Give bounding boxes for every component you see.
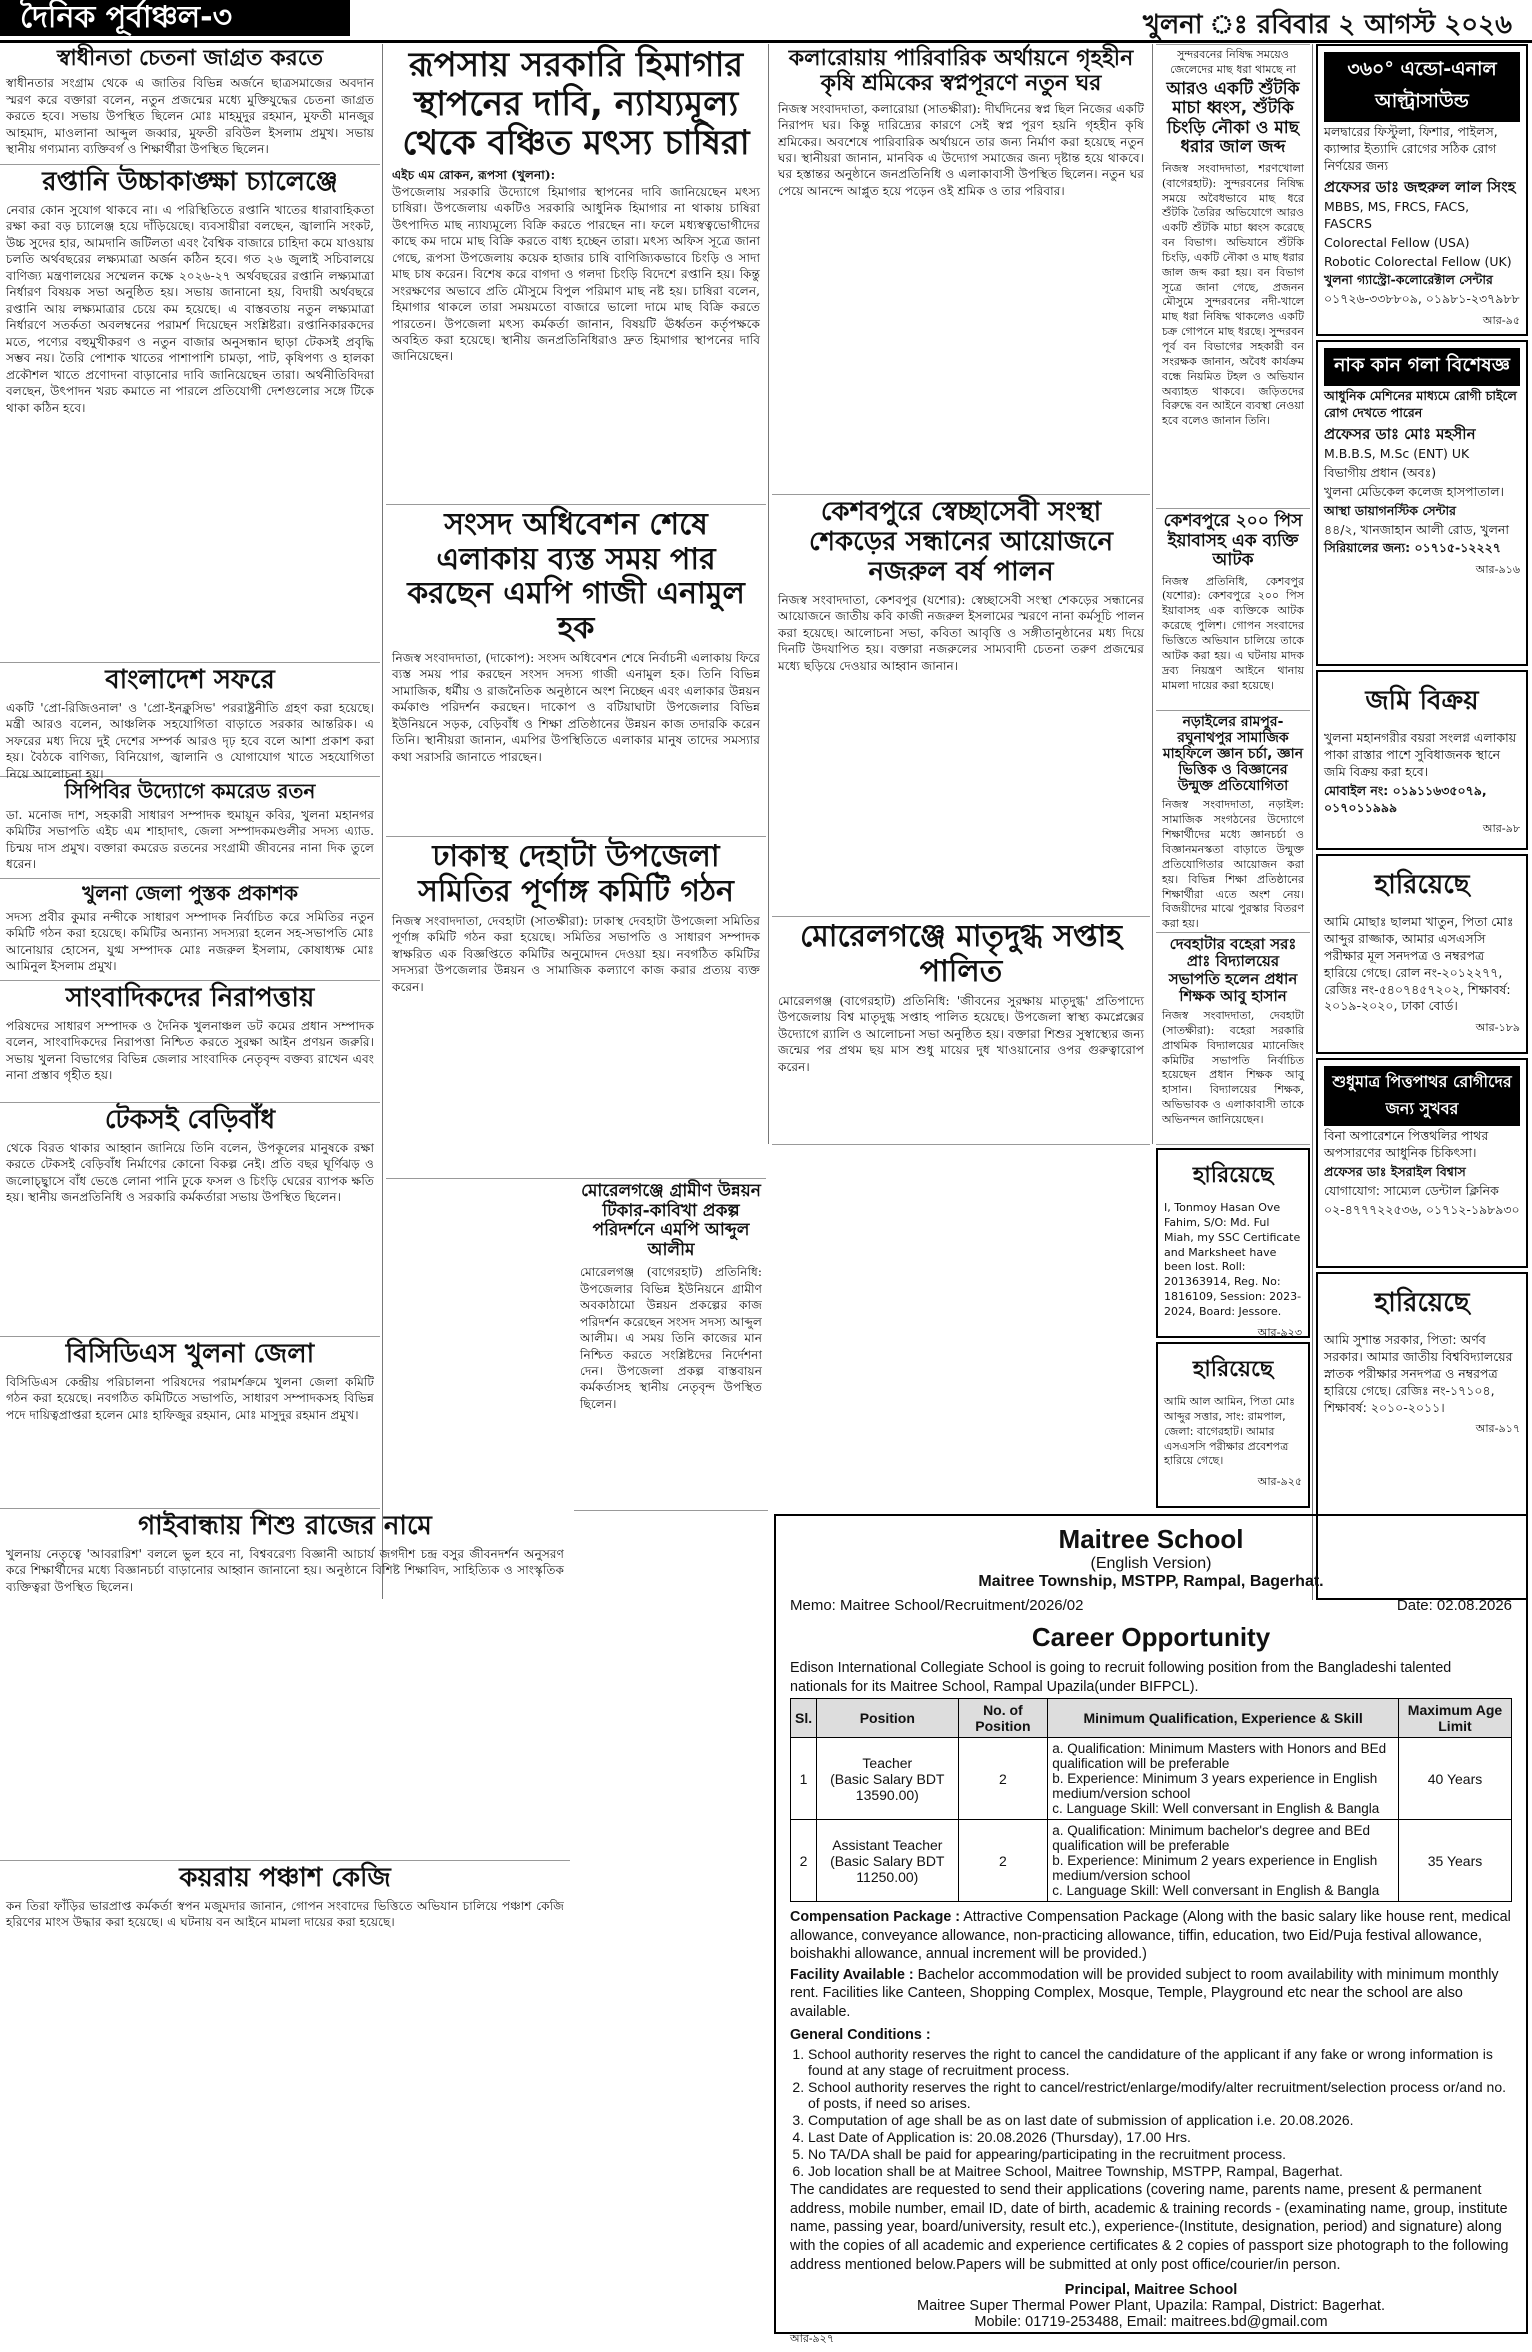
ad-line: I, Tonmoy Hasan Ove Fahim, S/O: Md. Ful Miah, my SSC Certificate and Marksheet have been lost. Roll: 201363914, Reg. No: 1816109, Session: 2023-2024, Board: Jessore. (1164, 1201, 1302, 1318)
article-body: স্বাধীনতার সংগ্রাম থেকে এ জাতির বিভিন্ন অর্জনে ছাত্রসমাজের অবদান স্মরণ করে বক্তারা বলেন, নতুন প্রজন্মের মধ্যে মুক্তিযুদ্ধের চেতনা জাগ্রত করতে হবে। সভায় উপস্থিত ছিলেন মোঃ মাহমুদুর রহমান, মুফতী মানজুর আহমাদ, মাওলানা আব্দুল জব্বার, মুফতী রবিউল ইসলাম প্রমুখ। সভায় স্থানীয় গণ্যমান্য ব্যক্তিবর্গ ও শিক্ষার্থীরা উপস্থিত ছিলেন। (6, 76, 374, 157)
signature-address: Maitree Super Thermal Power Plant, Upazila: Rampal, District: Bagerhat. (917, 2298, 1385, 2315)
article-cpb (0, 778, 380, 879)
column-divider (768, 44, 769, 1144)
ad-ref: আর-৯২৫ (1257, 1475, 1302, 1489)
cell-position (817, 1738, 958, 1820)
table-row (791, 1820, 1512, 1902)
memo-number: Memo: Maitree School/Recruitment/2026/02 (790, 1597, 1084, 1614)
positions-table (790, 1698, 1512, 1902)
ad-line: যোগাযোগ: সাম্যেল ডেন্টাল ক্লিনিক (1324, 1182, 1499, 1198)
qualification-line: a. Qualification: Minimum Masters with Honors and BEd qualification will be preferable (1052, 1741, 1387, 1772)
article-headline: রূপসায় সরকারি হিমাগার স্থাপনের দাবি, ন্যায্যমূল্য থেকে বঞ্চিত মৎস্য চাষিরা (402, 45, 750, 164)
ad-line: বিনা অপারেশনে পিত্তথলির পাথর অপসারণের আধুনিক চিকিৎসা। (1324, 1128, 1489, 1160)
article-headline: বিসিডিএস খুলনা জেলা (65, 1339, 315, 1369)
table-header: Minimum Qualification, Experience & Skill (1048, 1699, 1399, 1738)
ad-line: ০২-৪৭৭৭২২৫৩৬, ০১৭১২-১৯৮৯৩০ (1324, 1201, 1520, 1217)
article-keshabpur-yaba (1156, 510, 1310, 711)
ad-line: প্রফেসর ডাঃ মোঃ মহসীন (1324, 424, 1476, 443)
article-embankment (0, 1104, 380, 1337)
ad-line: Robotic Colorectal Fellow (UK) (1324, 253, 1512, 269)
article-visit (0, 664, 380, 781)
article-keshabpur-nazrul (772, 496, 1150, 917)
ad-line: বিভাগীয় প্রধান (অবঃ) (1324, 464, 1437, 480)
compensation-text: Attractive Compensation Package (Along with the basic salary like house rent, medical allowance, conveyance allowance, non-practicing allowance, tiffin, education, two Eid/Puja festival allowance, boishakhi allowance, annual increment will be provided.) (790, 1909, 1511, 1963)
condition-item: 6. Job location shall be at Maitree School, Maitree Township, MSTPP, Rampal, Bagerhat. (808, 2163, 1512, 2179)
career-heading: Career Opportunity (1031, 1622, 1271, 1652)
position-name: Assistant Teacher (832, 1836, 943, 1853)
article-body: নিজস্ব প্রতিনিধি, কেশবপুর (যশোর): কেশবপুরে ২০০ পিস ইয়াবাসহ এক ব্যক্তিকে আটক করেছে পুলিশ। গোপন সংবাদের ভিত্তিতে অভিযান চালিয়ে তাকে আটক করা হয়। এ ঘটনায় মাদক দ্রব্য নিয়ন্ত্রণ আইনে থানায় মামলা দায়ের করা হয়েছে। (1162, 574, 1304, 692)
table-header: Sl. (791, 1699, 817, 1738)
position-salary: (Basic Salary BDT 13590.00) (830, 1770, 945, 1803)
article-headline: সাংবাদিকদের নিরাপত্তায় (65, 983, 315, 1013)
article-headline: দেবহাটার বহেরা সরঃ প্রাঃ বিদ্যালয়ের সভাপতি হলেন প্রধান শিক্ষক আবু হাসান (1168, 935, 1298, 1005)
condition-item: 1. School authority reserves the right to cancel the candidature of the applicant if any fake or wrong information is found at any stage of recruitment process. (808, 2046, 1512, 2078)
article-body: মোরেলগঞ্জ (বাগেরহাট) প্রতিনিধি: উপজেলার বিভিন্ন ইউনিয়নে গ্রামীণ অবকাঠামো উন্নয়ন প্রকল্পের কাজ পরিদর্শন করেছেন সংসদ সদস্য আব্দুল আলীম। এ সময় তিনি কাজের মান নিশ্চিত করতে সংশ্লিষ্টদের নির্দেশনা দেন। উপজেলা প্রকল্প বাস্তবায়ন কর্মকর্তাসহ স্থানীয় নেতৃবৃন্দ উপস্থিত ছিলেন। (580, 1265, 762, 1411)
table-header: Maximum Age Limit (1398, 1699, 1511, 1738)
ad-line: খুলনা মেডিকেল কলেজ হাসপাতাল। (1324, 483, 1505, 499)
cell-sl: 1 (791, 1738, 817, 1820)
ad-line: ০১৭২৬-৩৩৮৮০৯, ০১৯৮১-২৩৭৯৮৮ (1324, 291, 1520, 307)
article-breastfeeding (772, 918, 1150, 1145)
article-headline: নড়াইলের রামপুর-রঘুনাথপুর সামাজিক মাহফিলে জ্ঞান চর্চা, জ্ঞান ভিত্তিক ও বিজ্ঞানের উন্মুক্ত প্রতিযোগিতা (1162, 714, 1304, 795)
article-export (0, 166, 380, 663)
cell-qualification (1048, 1738, 1399, 1820)
condition-item: 5. No TA/DA shall be paid for appearing/participating in the recruitment process. (808, 2146, 1512, 2162)
table-header: No. of Position (958, 1699, 1048, 1738)
article-kicker: সুন্দরবনের নিষিদ্ধ সময়েও জেলেদের মাছ ধরা থামছে না (1170, 48, 1296, 76)
article-body: বিসিডিএস কেন্দ্রীয় পরিচালনা পরিষদের পরামর্শক্রমে খুলনা জেলা কমিটি গঠন করা হয়েছে। নবগঠিত কমিটিতে সভাপতি, সাধারণ সম্পাদকসহ বিভিন্ন পদে দায়িত্বপ্রাপ্তরা হলেন মোঃ হাফিজুর রহমান, মোঃ মাসুদুর রহমান প্রমুখ। (6, 1374, 374, 1422)
qualification-line: c. Language Skill: Well conversant in English & Bangla (1052, 1801, 1380, 1817)
ad-line: খুলনা মহানগরীর বয়রা সংলগ্ন এলাকায় পাকা রাস্তার পাশে সুবিধাজনক স্থানে জমি বিক্রয় করা হবে। (1324, 730, 1517, 779)
article-body: খুলনায় নেতৃত্বে 'আবরারিশ' বললে ভুল হবে না, বিশ্ববরেণ্য বিজ্ঞানী আচার্য জগদীশ চন্দ্র বসুর জীবনদর্শন অনুসরণ করে শিক্ষার্থীদের মধ্যে বিজ্ঞানচর্চা বাড়ানোর আহ্বান জানানো হয়। অনুষ্ঠানে বিশিষ্ট শিক্ষাবিদ, সাহিত্যিক ও সাংস্কৃতিক ব্যক্তিত্বরা উপস্থিত ছিলেন। (6, 1546, 564, 1594)
article-body: নিজস্ব সংবাদদাতা, (দাকোপ): সংসদ অধিবেশন শেষে নির্বাচনী এলাকায় ফিরে ব্যস্ত সময় পার করছেন সংসদ সদস্য গাজী এনামুল হক। তিনি বিভিন্ন সামাজিক, ধর্মীয় ও রাজনৈতিক অনুষ্ঠানে অংশ নিচ্ছেন এবং এলাকার উন্নয়ন কর্মকাণ্ড পরিদর্শন করছেন। দাকোপ ও বটিয়াঘাটা উপজেলার বিভিন্ন ইউনিয়নে সড়ক, বেড়িবাঁধ ও শিক্ষা প্রতিষ্ঠানের উন্নয়ন কাজ তদারকি করেন তিনি। স্থানীয়রা জানান, এমপির উপস্থিতিতে এলাকার মানুষ তাদের সমস্যার কথা সরাসরি জানাতে পারছেন। (392, 651, 760, 764)
ad-line: M.B.B.S, M.Sc (ENT) UK (1324, 446, 1470, 461)
position-salary: (Basic Salary BDT 11250.00) (830, 1852, 945, 1885)
ad-line: খুলনা গ্যাস্ট্রো-কলোরেক্টাল সেন্টার (1324, 272, 1493, 288)
ad-ent (1316, 340, 1528, 666)
memo-date: Date: 02.08.2026 (1396, 1597, 1512, 1614)
cell-count: 2 (958, 1820, 1048, 1902)
article-byline: এইচ এম রোকন, রূপসা (খুলনা): (392, 168, 556, 183)
qualification-line: c. Language Skill: Well conversant in English & Bangla (1052, 1883, 1380, 1899)
ad-title: জমি বিক্রয় (1365, 686, 1479, 716)
article-body: নিজস্ব সংবাদদাতা, দেবহাটা (সাতক্ষীরা): ঢাকাস্থ দেবহাটা উপজেলা সমিতির পূর্ণাঙ্গ কমিটি গঠন করা হয়েছে। সমিতির সভাপতি ও সাধারণ সম্পাদক স্বাক্ষরিত এক বিজ্ঞপ্তিতে কমিটির অনুমোদন দেওয়া হয়। নবগঠিত কমিটির সদস্যরা উপজেলার উন্নয়ন ও সামাজিক কল্যাণে কাজ করার প্রত্যয় ব্যক্ত করেন। (392, 914, 760, 994)
ad-line: Colorectal Fellow (USA) (1324, 234, 1470, 250)
signature-title: Principal, Maitree School (1064, 2282, 1238, 2299)
ad-ultrasound (1316, 44, 1528, 336)
qualification-line: b. Experience: Minimum 3 years experience in English medium/version school (1052, 1771, 1378, 1802)
article-headline: আরও একটি শুঁটকি মাচা ধ্বংস, শুঁটকি চিংড়ি নৌকা ও মাছ ধরার জাল জব্দ (1166, 78, 1300, 158)
article-headline: কলারোয়ায় পারিবারিক অর্থায়নে গৃহহীন কৃষি শ্রমিকের স্বপ্নপূরণে নতুন ঘর (788, 46, 1134, 97)
cell-qualification (1048, 1820, 1399, 1902)
ad-title: শুধুমাত্র পিত্তপাথর রোগীদের জন্য সুখবর (1324, 1066, 1520, 1126)
ad-line: আমি সুশান্ত সরকার, পিতা: অর্ণব সরকার। আমার জাতীয় বিশ্ববিদ্যালয়ের স্নাতক পরীক্ষার সনদপত্র ও নম্বরপত্র হারিয়ে গেছে। রেজিঃ নং-১৭১০৪, শিক্ষাবর্ষ: ২০১০-২০১১। (1324, 1332, 1513, 1415)
article-body: ডা. মনোজ দাশ, সহকারী সাধারণ সম্পাদক হুমায়ূন কবির, খুলনা মহানগর কমিটির সভাপতি এইচ এম শাহাদাৎ, জেলা সম্পাদকমণ্ডলীর সদস্য এ্যাড. চিন্ময় দাস প্রমুখ। বক্তারা কমরেড রতনের সংগ্রামী জীবনের নানা দিক তুলে ধরেন। (6, 808, 374, 872)
condition-item: 3. Computation of age shall be as on last date of submission of application i.e. 20.08.2026. (808, 2112, 1512, 2128)
article-body: নিজস্ব সংবাদদাতা, কলারোয়া (সাতক্ষীরা): দীর্ঘদিনের স্বপ্ন ছিল নিজের একটি নিরাপদ ঘর। কিন্তু দারিদ্র্যের কারণে সেই স্বপ্ন পূরণ হয়নি গৃহহীন কৃষি শ্রমিকের। অবশেষে পারিবারিক অর্থায়নে তার জন্য নির্মাণ করা হয়েছে নতুন ঘর। স্থানীয়রা জানান, মানবিক এ উদ্যোগ সমাজের জন্য দৃষ্টান্ত হয়ে থাকবে। ঘর হস্তান্তর অনুষ্ঠানে জনপ্রতিনিধি ও এলাকাবাসী উপস্থিত ছিলেন। নতুন ঘর পেয়ে আনন্দে আপ্লুত হয়ে পড়েন ওই শ্রমিক ও তার পরিবার। (778, 101, 1144, 198)
ad-lost-1 (1316, 854, 1528, 1054)
position-name: Teacher (862, 1754, 913, 1771)
ad-ref: আর-৯২৩ (1257, 1325, 1302, 1339)
table-header: Position (817, 1699, 958, 1738)
ad-ref: আর-১৮৯ (1475, 1021, 1520, 1035)
column-divider (1312, 44, 1313, 1600)
column-divider (382, 44, 383, 1599)
ad-title: হারিয়েছে (1374, 870, 1470, 900)
cell-age: 40 Years (1398, 1738, 1511, 1820)
ad-title: নাক কান গলা বিশেষজ্ঞ (1324, 348, 1520, 386)
article-body: নিজস্ব সংবাদদাতা, নড়াইল: সামাজিক সংগঠনের উদ্যোগে শিক্ষার্থীদের মধ্যে জ্ঞানচর্চা ও বিজ্ঞানমনস্কতা বাড়াতে উন্মুক্ত প্রতিযোগিতার আয়োজন করা হয়। বিভিন্ন শিক্ষা প্রতিষ্ঠানের শিক্ষার্থীরা এতে অংশ নেয়। বিজয়ীদের মাঝে পুরস্কার বিতরণ করা হয়। (1162, 798, 1304, 931)
spacer (1156, 44, 1310, 45)
ad-ref: আর-৯২৭ (790, 2333, 834, 2346)
facility-label: Facility Available : (790, 1966, 914, 1983)
ad-ref: আর-৯১৬ (1475, 563, 1520, 577)
article-headline: ঢাকাস্থ দেহাটা উপজেলা সমিতির পূর্ণাঙ্গ কমিটি গঠন (418, 839, 734, 909)
column-divider (1152, 44, 1153, 1144)
article-headline: মোরেলগঞ্জে মাতৃদুগ্ধ সপ্তাহ পালিত (799, 919, 1123, 989)
ad-title: ৩৬০° এন্ডো-এনাল আল্ট্রাসাউন্ড (1324, 52, 1520, 122)
article-headline: স্বাধীনতা চেতনা জাগ্রত করতে (56, 46, 324, 71)
qualification-line: a. Qualification: Minimum bachelor's degree and BEd qualification will be preferable (1052, 1823, 1371, 1854)
signature-block (790, 2282, 1512, 2330)
intro-text: Edison International Collegiate School is going to recruit following position from the Bangladeshi talented nationals for its Maitree School, Rampal Upazila(under BIFPCL). (790, 1660, 1452, 1695)
ad-ref: আর-৯১৭ (1475, 1422, 1520, 1436)
article-morrelganj-project (574, 1180, 768, 1511)
ad-maitree-school (774, 1514, 1528, 2346)
article-headline: গাইবান্ধায় শিশু রাজের নামে (138, 1511, 432, 1541)
article-debhata-committee (386, 838, 766, 1179)
compensation-label: Compensation Package : (790, 1909, 961, 1926)
compensation (790, 1908, 1512, 1964)
date-line: খুলনা ঃ রবিবার ২ আগস্ট ২০২৬ (1142, 10, 1512, 40)
ad-ref: আর-৯৫ (1482, 314, 1520, 328)
article-publishers (0, 880, 380, 981)
table-header-row (791, 1699, 1512, 1738)
ad-title: হারিয়েছে (1192, 1163, 1274, 1188)
article-gaibandha (0, 1510, 570, 1861)
article-headline: মোরেলগঞ্জে গ্রামীণ উন্নয়ন টিকার-কাবিখা প্রকল্প পরিদর্শনে এমপি আব্দুল আলীম (581, 1181, 761, 1260)
article-mp-enamul (386, 506, 766, 837)
conditions-label: General Conditions : (790, 2026, 931, 2043)
article-body: উপজেলায় সরকারি উদ্যোগে হিমাগার স্থাপনের দাবি জানিয়েছেন মৎস্য চাষিরা। উপজেলায় একটিও সরকারি আধুনিক হিমাগার না থাকায় চাষিরা উৎপাদিত মাছ ন্যায্যমূল্যে বিক্রি করতে পারছেন না। ফলে মধ্যস্বত্বভোগীদের কাছে কম দামে মাছ বিক্রি করতে বাধ্য হচ্ছেন তারা। মৎস্য অফিস সূত্রে জানা গেছে, রূপসা উপজেলায় কয়েক হাজার চাষি বাণিজ্যিকভাবে চিংড়ি ও সাদা মাছ চাষ করেন। বিশেষ করে বাগদা ও গলদা চিংড়ি বিদেশে রপ্তানি হয়। কিন্তু সংরক্ষণের অভাবে প্রতি মৌসুমে বিপুল পরিমাণ মাছ নষ্ট হয়। চাষিরা বলেন, হিমাগার থাকলে তারা সময়মতো বাজারে ভালো দামে মাছ বিক্রি করতে পারতেন। উপজেলা মৎস্য কর্মকর্তা জানান, বিষয়টি ঊর্ধ্বতন কর্তৃপক্ষকে অবহিত করা হয়েছে। স্থানীয় জনপ্রতিনিধিরাও দ্রুত হিমাগার স্থাপনের দাবি জানিয়েছেন। (392, 184, 760, 364)
article-headline: কেশবপুরে স্বেচ্ছাসেবী সংস্থা শেকড়ের সন্ধানের আয়োজনে নজরুল বর্ষ পালন (809, 497, 1113, 587)
ad-ref: আর-৯৮ (1482, 822, 1520, 836)
cell-sl: 2 (791, 1820, 817, 1902)
ad-title: হারিয়েছে (1192, 1357, 1274, 1382)
ad-line: আস্থা ডায়াগনস্টিক সেন্টার (1324, 502, 1456, 518)
article-body: মোরেলগঞ্জ (বাগেরহাট) প্রতিনিধি: 'জীবনের সুরক্ষায় মাতৃদুগ্ধ' প্রতিপাদ্যে উপজেলায় বিশ্ব মাতৃদুগ্ধ সপ্তাহ পালিত হয়েছে। উপজেলা স্বাস্থ্য কমপ্লেক্সের উদ্যোগে র‌্যালি ও আলোচনা সভা অনুষ্ঠিত হয়। বক্তারা শিশুর সুস্বাস্থ্যের জন্য জন্মের পর প্রথম ছয় মাস শুধু মায়ের দুধ খাওয়ানোর ওপর গুরুত্বারোপ করেন। (778, 994, 1144, 1074)
cell-count: 2 (958, 1738, 1048, 1820)
condition-item: 2. School authority reserves the right to cancel/restrict/enlarge/modify/alter recruitment/selection process or/and no. of posts, if need so arises. (808, 2079, 1512, 2111)
article-body: নিজস্ব সংবাদদাতা, দেবহাটা (সাতক্ষীরা): বহেরা সরকারি প্রাথমিক বিদ্যালয়ের ম্যানেজিং কমিটির সভাপতি নির্বাচিত হয়েছেন প্রধান শিক্ষক আবু হাসান। বিদ্যালয়ের শিক্ষক, অভিভাবক ও এলাকাবাসী তাকে অভিনন্দন জানিয়েছেন। (1162, 1009, 1304, 1126)
conditions-list (808, 2046, 1512, 2179)
paper-section-label: দৈনিক পূর্বাঞ্চল-৩ (0, 0, 350, 36)
article-debhata-school (1156, 934, 1310, 1145)
article-headline: খুলনা জেলা পুস্তক প্রকাশক (82, 881, 298, 905)
article-body: কন তিরা ফাঁড়ির ভারপ্রাপ্ত কর্মকর্তা স্বপন মজুমদার জানান, গোপন সংবাদের ভিত্তিতে অভিযান চালিয়ে পঞ্চাশ কেজি হরিণের মাংস উদ্ধার করা হয়েছে। এ ঘটনায় বন আইনে মামলা দায়ের করা হয়েছে। (6, 1898, 564, 1930)
article-body: পরিষদের সাধারণ সম্পাদক ও দৈনিক খুলনাঞ্চল ডট কমের প্রধান সম্পাদক বলেন, সাংবাদিকদের নিরাপত্তা নিশ্চিত করতে সুরক্ষা আইন প্রণয়ন জরুরি। সভায় খুলনা বিভাগের বিভিন্ন জেলার সাংবাদিক নেতৃবৃন্দ বক্তব্য রাখেন এবং নানা প্রস্তাব গৃহীত হয়। (6, 1018, 374, 1083)
ad-gallstone (1316, 1058, 1528, 1268)
school-version: (English Version) (1090, 1555, 1212, 1572)
ad-title: হারিয়েছে (1374, 1288, 1470, 1318)
article-headline: কয়রায় পঞ্চাশ কেজি (179, 1863, 391, 1893)
article-journalists (0, 982, 380, 1103)
article-body: নিজস্ব সংবাদদাতা, শরণখোলা (বাগেরহাট): সুন্দরবনের নিষিদ্ধ সময়ে অবৈধভাবে মাছ ধরে শুঁটকি তৈরির অভিযোগে আরও একটি শুঁটকি মাচা ধ্বংস করেছে বন বিভাগ। অভিযানে শুঁটকি চিংড়ি, একটি নৌকা ও মাছ ধরার জাল জব্দ করা হয়। বন বিভাগ সূত্রে জানা গেছে, প্রজনন মৌসুমে সুন্দরবনের নদী-খালে মাছ ধরা নিষিদ্ধ থাকলেও একটি চক্র গোপনে মাছ ধরছে। সুন্দরবন পূর্ব বন বিভাগের সহকারী বন সংরক্ষক জানান, অবৈধ কার্যক্রম বন্ধে নিয়মিত টহল ও অভিযান অব্যাহত থাকবে। জড়িতদের বিরুদ্ধে বন আইনে ব্যবস্থা নেওয়া হবে বলেও জানান তিনি। (1162, 161, 1304, 428)
article-headline: সংসদ অধিবেশন শেষে এলাকায় ব্যস্ত সময় পার করছেন এমপি গাজী এনামুল হক (407, 507, 745, 646)
article-body: নেবার কোন সুযোগ থাকবে না। এ পরিস্থিতিতে রপ্তানি খাতের ধারাবাহিকতা রক্ষা করা বড় চ্যালেঞ্জ হয়ে দাঁড়িয়েছে। ব্যবসায়ীরা বলছেন, জ্বালানি সংকট, উচ্চ সুদের হার, আমদানি জটিলতা এবং বৈশ্বিক বাজারে চাহিদা কমে যাওয়ায় চলতি অর্থবছরের লক্ষ্যমাত্রা অর্জন কঠিন হবে। গত ২৬ জুলাই সচিবালয়ে বাণিজ্য মন্ত্রণালয়ের সম্মেলন কক্ষে ২০২৬-২৭ অর্থবছরের রপ্তানি লক্ষ্যমাত্রা নির্ধারণ বিষয়ক সভা অনুষ্ঠিত হয়। সভায় জানানো হয়, বিদায়ী অর্থবছরে রপ্তানি আয় লক্ষ্যমাত্রার চেয়ে কম হয়েছে। এ বাস্তবতায় নতুন লক্ষ্যমাত্রা নির্ধারণে সতর্কতা অবলম্বনের পরামর্শ দিয়েছেন সংশ্লিষ্টরা। রপ্তানিকারকদের মতে, পণ্যের বহুমুখীকরণ ও নতুন বাজার অনুসন্ধান ছাড়া টেকসই প্রবৃদ্ধি সম্ভব নয়। তৈরি পোশাক খাতের পাশাপাশি চামড়া, পাট, কৃষিপণ্য ও হালকা প্রকৌশল খাতে প্রণোদনা বাড়ানোর দাবি জানিয়েছেন তারা। অর্থনীতিবিদরা বলছেন, উৎপাদন খরচ কমাতে না পারলে প্রতিযোগী দেশগুলোর সঙ্গে টিকে থাকা কঠিন হবে। (6, 202, 374, 415)
article-headline: রপ্তানি উচ্চাকাঙ্ক্ষা চ্যালেঞ্জে (42, 167, 338, 197)
article-narail-competition (1156, 712, 1310, 933)
facility-text: Bachelor accommodation will be provided subject to room availability with minimum monthly rent. Facilities like Canteen, Shopping Complex, Mosque, Temple, Playground etc near the school are also available. (790, 1966, 1499, 2021)
ad-line: আধুনিক মেশিনের মাধ্যমে রোগী চাইলে রোগ দেখতে পারেন (1324, 388, 1517, 420)
table-row (791, 1738, 1512, 1820)
ad-line: মলদ্বারের ফিস্টুলা, ফিশার, পাইলস, ক্যান্সার ইত্যাদি রোগের সঠিক রোগ নির্ণয়ের জন্য (1324, 124, 1498, 173)
article-body: সদস্য প্রবীর কুমার নন্দীকে সাধারণ সম্পাদক নির্বাচিত করে সমিতির নতুন কমিটি গঠন করা হয়েছে। কমিটির অন্যান্য সদস্যরা হলেন সহ-সভাপতি মোঃ আনোয়ার হোসেন, যুগ্ম সম্পাদক মোঃ নজরুল ইসলাম, কোষাধ্যক্ষ মোঃ আমিনুল ইসলাম প্রমুখ। (6, 910, 374, 974)
ad-line: মোবাইল নং: ০১৯১১৬৩৫০৭৯, ০১৭০১১৯৯৯ (1324, 782, 1487, 815)
article-kalaroa-house (772, 44, 1150, 495)
ad-lost-3 (1156, 1148, 1310, 1338)
masthead (0, 0, 1532, 43)
article-body: নিজস্ব সংবাদদাতা, কেশবপুর (যশোর): স্বেচ্ছাসেবী সংস্থা শেকড়ের সন্ধানের আয়োজনে জাতীয় কবি কাজী নজরুল ইসলামের স্মরণে নানা কর্মসূচি পালন করা হয়েছে। আলোচনা সভা, কবিতা আবৃত্তি ও সঙ্গীতানুষ্ঠানের মধ্য দিয়ে দিনটি উদযাপিত হয়। বক্তারা নজরুলের সাম্যবাদী চেতনা তরুণ প্রজন্মের মধ্যে ছড়িয়ে দেওয়ার আহ্বান জানান। (778, 592, 1144, 673)
article-headline: কেশবপুরে ২০০ পিস ইয়াবাসহ এক ব্যক্তি আটক (1163, 511, 1303, 571)
article-headline: টেকসই বেড়িবাঁধ (104, 1105, 276, 1135)
article-sundarbans (1156, 48, 1310, 509)
ad-land-sale (1316, 670, 1528, 850)
article-headline: সিপিবির উদ্যোগে কমরেড রতন (64, 779, 316, 803)
article-koyra (0, 1862, 570, 2352)
school-address: Maitree Township, MSTPP, Rampal, Bagerhat. (978, 1573, 1324, 1590)
ad-line: আমি মোছাঃ ছালমা খাতুন, পিতা মোঃ আব্দুর রাজ্জাক, আমার এসএসসি পরীক্ষার মূল সনদপত্র ও নম্বরপত্র হারিয়ে গেছে। রোল নং-২০১২২৭৭, রেজিঃ নং-৫৪০৭৪৫৭২০২, শিক্ষাবর্ষ: ২০১৯-২০২০, ঢাকা বোর্ড। (1324, 914, 1514, 1014)
ad-line: ৪৪/২, খানজাহান আলী রোড, খুলনা (1324, 521, 1510, 537)
article-cold-storage (386, 44, 766, 505)
article-body: একটি 'প্রো-রিজিওনাল' ও 'প্রো-ইনক্লুসিভ' পররাষ্ট্রনীতি গ্রহণ করা হয়েছে। মন্ত্রী আরও বলেন, আঞ্চলিক সহযোগিতা বাড়াতে সরকার আন্তরিক। এ সফরের মধ্য দিয়ে দুই দেশের সম্পর্ক আরও দৃঢ় হবে বলে আশা প্রকাশ করা হয়। বৈঠকে বাণিজ্য, বিনিয়োগ, জ্বালানি ও যোগাযোগ খাতে সহযোগিতা নিয়ে আলোচনা হয়। (6, 700, 374, 781)
school-name: Maitree School (1058, 1524, 1244, 1554)
ad-line: MBBS, MS, FRCS, FACS, FASCRS (1324, 198, 1470, 231)
condition-item: 4. Last Date of Application is: 20.08.2026 (Thursday), 17.00 Hrs. (808, 2129, 1512, 2145)
article-bcds (0, 1338, 380, 1509)
cell-position (817, 1820, 958, 1902)
ad-line: প্রফেসর ডাঃ ইসরাইল বিশ্বাস (1324, 1163, 1466, 1179)
ad-line: প্রফেসর ডাঃ জহুরুল লাল সিংহ (1324, 177, 1516, 196)
qualification-line: b. Experience: Minimum 2 years experience in English medium/version school (1052, 1853, 1378, 1884)
facility (790, 1966, 1512, 2022)
ad-lost-4 (1156, 1342, 1310, 1508)
closing-text: The candidates are requested to send their applications (covering name, parents name, present & permanent address, mobile number, email ID, date of birth, academic & training records - (examinating name, group, institute name, passing year, board/university, result etc.), experience-(Institute, designation, period) and signature) along with the copies of all academic and experience certificates & 2 copies of passport size photograph to the following address mentioned below.Papers will be submitted at only post office/courier/in person. (790, 2182, 1509, 2273)
ad-line: আমি আল আমিন, পিতা মোঃ আব্দুর সত্তার, সাং: রামপাল, জেলা: বাগেরহাট। আমার এসএসসি পরীক্ষার প্রবেশপত্র হারিয়ে গেছে। (1164, 1395, 1295, 1468)
memo-line (790, 1597, 1512, 1614)
ad-line: সিরিয়ালের জন্য: ০১৭১৫-১২২২৭ (1324, 540, 1501, 556)
article-headline: বাংলাদেশ সফরে (105, 665, 275, 695)
cell-age: 35 Years (1398, 1820, 1511, 1902)
signature-contact: Mobile: 01719-253488, Email: maitrees.bd@gmail.com (974, 2314, 1328, 2331)
article-independence (0, 44, 380, 165)
article-body: থেকে বিরত থাকার আহ্বান জানিয়ে তিনি বলেন, উপকূলের মানুষকে রক্ষা করতে টেকসই বেড়িবাঁধ নির্মাণের কোনো বিকল্প নেই। প্রতি বছর ঘূর্ণিঝড় ও জলোচ্ছ্বাসে বাঁধ ভেঙে লোনা পানি ঢুকে ফসল ও চিংড়ি ঘেরের ব্যাপক ক্ষতি হয়। স্থানীয় জনপ্রতিনিধি ও সরকারি কর্মকর্তারা সভায় উপস্থিত ছিলেন। (6, 1140, 374, 1205)
